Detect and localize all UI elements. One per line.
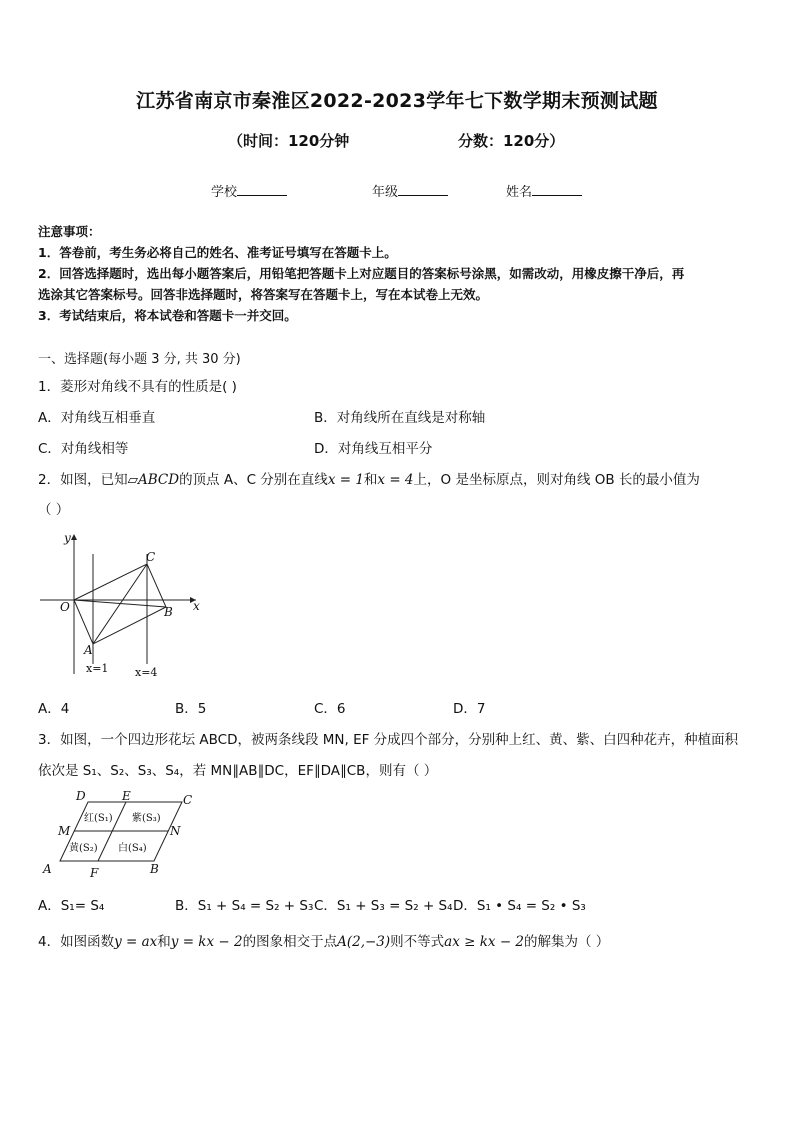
label-n: N	[170, 824, 181, 838]
q2-option-c: C．6	[314, 701, 346, 717]
q2-text: 和	[363, 472, 378, 488]
school-label: 学校	[211, 185, 238, 200]
q1-option-c: C．对角线相等	[38, 441, 129, 457]
school-blank	[237, 183, 287, 196]
region-purple: 紫(S₃)	[132, 813, 161, 824]
q2-stem	[38, 468, 700, 488]
q3-option-b: B．S₁ + S₄ = S₂ + S₃	[175, 898, 314, 914]
label-m: M	[58, 824, 71, 838]
q4-inequality: ax ≥ kx − 2	[444, 934, 525, 950]
label-o: O	[60, 600, 70, 614]
q2-figure	[36, 528, 216, 680]
q3-option-d: D．S₁ • S₄ = S₂ • S₃	[453, 898, 586, 914]
region-yellow: 黄(S₂)	[69, 843, 98, 854]
label-a: A	[84, 643, 93, 657]
q2-eq1: x = 1	[327, 472, 364, 488]
notice-item: 选涂其它答案标号。回答非选择题时，将答案写在答题卡上，写在本试卷上无效。	[38, 287, 489, 302]
y-arrow-icon	[71, 534, 77, 540]
label-x-eq-4: x=4	[135, 666, 158, 679]
name-blank	[532, 183, 582, 196]
q3-option-c: C．S₁ + S₃ = S₂ + S₄	[314, 898, 453, 914]
grade-field	[372, 181, 448, 200]
q3-stem-line2: 依次是 S₁、S₂、S₃、S₄，若 MN∥AB∥DC，EF∥DA∥CB，则有（ ）	[38, 763, 438, 779]
q1-option-a: A．对角线互相垂直	[38, 410, 156, 426]
q4-point: A(2,−3)	[337, 934, 391, 950]
q3-stem-line1: 3．如图，一个四边形花坛 ABCD，被两条线段 MN, EF 分成四个部分，分别种上红、黄、紫、白四种花卉，种植面积	[38, 732, 739, 748]
grade-blank	[398, 183, 448, 196]
q1-option-b: B．对角线所在直线是对称轴	[314, 410, 486, 426]
label-x-eq-1: x=1	[86, 662, 109, 675]
q4-stem	[38, 930, 609, 950]
q2-text: 2．如图，已知	[38, 472, 128, 488]
q4-text: 则不等式	[390, 934, 445, 950]
notice-block	[38, 221, 684, 326]
time-limit: （时间：120分钟	[228, 132, 350, 150]
region-white: 白(S₄)	[118, 843, 147, 854]
q2-option-b: B．5	[175, 701, 207, 717]
page-title: 江苏省南京市秦淮区2022-2023学年七下数学期末预测试题	[136, 90, 658, 112]
q2-abcd: ABCD	[137, 472, 180, 488]
q3-figure	[40, 788, 210, 880]
q4-text: 4．如图函数	[38, 934, 115, 950]
label-d: D	[76, 789, 86, 803]
label-c: C	[183, 793, 193, 807]
q4-func2: y = kx − 2	[170, 934, 243, 950]
notice-item: 3．考试结束后，将本试卷和答题卡一并交回。	[38, 308, 297, 323]
diagonal-ac	[93, 564, 147, 644]
label-y: y	[64, 531, 71, 545]
parallelogram-symbol: ▱	[127, 472, 138, 488]
q4-text: 和	[157, 934, 171, 950]
q1-stem: 1．菱形对角线不具有的性质是( )	[38, 379, 237, 395]
label-b: B	[164, 605, 173, 619]
school-field	[211, 181, 287, 200]
q2-option-a: A．4	[38, 701, 70, 717]
label-b: B	[150, 862, 159, 876]
q4-text: 的解集为（ ）	[524, 934, 610, 950]
q2-text: 上，O 是坐标原点，则对角线 OB 长的最小值为	[413, 472, 700, 488]
notice-item: 2．回答选择题时，选出每小题答案后，用铅笔把答题卡上对应题目的答案标号涂黑，如需改动，用橡皮擦干净后，再	[38, 266, 685, 281]
name-label: 姓名	[506, 185, 533, 200]
label-c: C	[146, 550, 156, 564]
q2-eq2: x = 4	[377, 472, 414, 488]
q2-answer-paren: （ ）	[38, 502, 70, 518]
q2-option-d: D．7	[453, 701, 486, 717]
notice-heading: 注意事项：	[38, 224, 101, 239]
label-a: A	[43, 862, 52, 876]
q2-text: 的顶点 A、C 分别在直线	[179, 472, 328, 488]
q4-text: 的图象相交于点	[242, 934, 338, 950]
q4-func1: y = ax	[114, 934, 158, 950]
q3-option-a: A．S₁= S₄	[38, 898, 105, 914]
label-e: E	[122, 789, 131, 803]
region-red: 红(S₁)	[84, 813, 113, 824]
grade-label: 年级	[372, 185, 399, 200]
q1-option-d: D．对角线互相平分	[314, 441, 433, 457]
section-heading: 一、选择题(每小题 3 分, 共 30 分)	[38, 352, 241, 367]
name-field	[506, 181, 582, 200]
total-score: 分数：120分）	[458, 132, 565, 150]
label-x: x	[193, 599, 200, 613]
label-f: F	[90, 866, 99, 880]
notice-item: 1．答卷前，考生务必将自己的姓名、准考证号填写在答题卡上。	[38, 245, 397, 260]
